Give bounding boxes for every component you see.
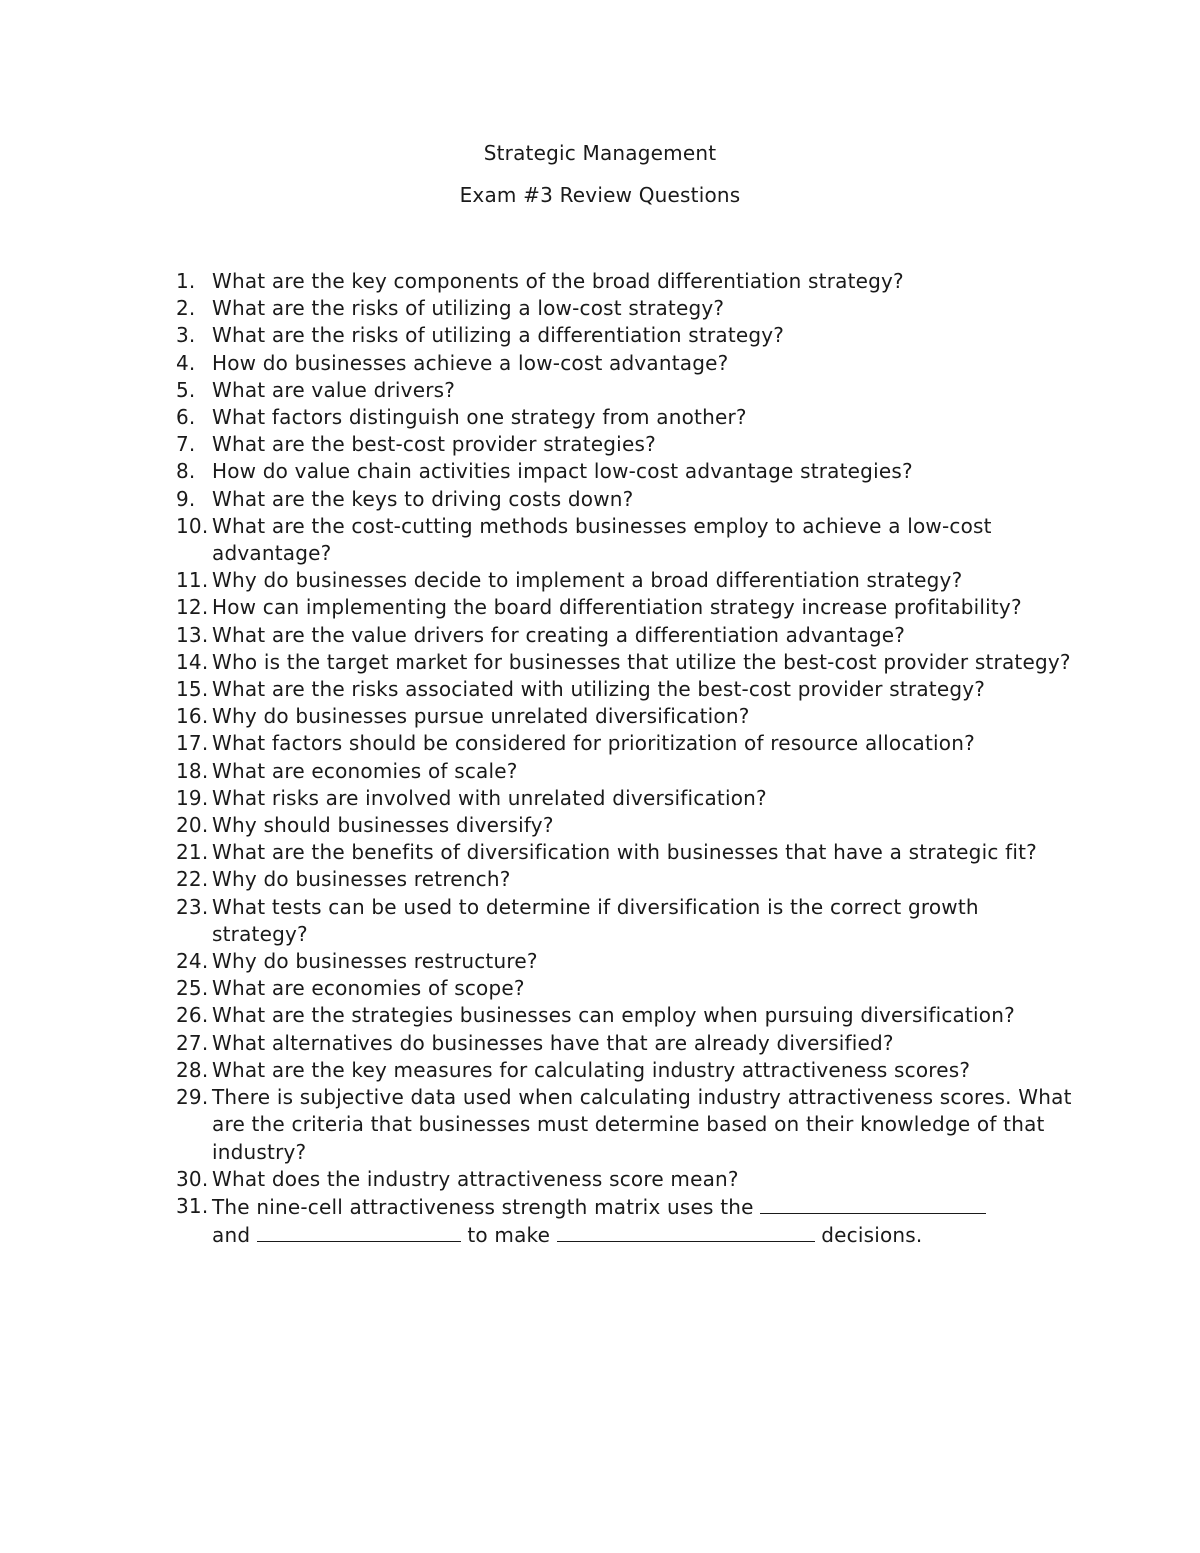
question-text: Who is the target market for businesses that utilize the best-cost provider strategy?: [212, 649, 1071, 674]
question-text: There is subjective data used when calculating industry attractiveness scores. What are the criteria that businesses must determine based on their knowledge of that industry?: [212, 1085, 1072, 1164]
question-number: 19.: [176, 785, 209, 810]
question-number: 3.: [176, 323, 196, 348]
question-item: [176, 1002, 1076, 1029]
question-number: 25.: [176, 976, 209, 1001]
question-number: 8.: [176, 459, 196, 484]
question-item: [176, 730, 1076, 757]
fill-in-blank-1: [760, 1193, 986, 1214]
question-text: What are the strategies businesses can employ when pursuing diversification?: [212, 1003, 1015, 1028]
question-item: [176, 948, 1076, 975]
question-text: How do value chain activities impact low-cost advantage strategies?: [212, 459, 913, 484]
question-item: [176, 295, 1076, 322]
question-text: What are the keys to driving costs down?: [212, 486, 634, 511]
question-item: [176, 404, 1076, 431]
question-text: What are the cost-cutting methods businesses employ to achieve a low-cost advantage?: [212, 513, 992, 566]
question-number: 29.: [176, 1085, 209, 1110]
question-text: What alternatives do businesses have that are already diversified?: [212, 1030, 894, 1055]
question-text: What are the risks of utilizing a low-cost strategy?: [212, 296, 725, 321]
question-number: 12.: [176, 595, 209, 620]
question-item: [176, 649, 1076, 676]
question-list: [176, 268, 1076, 1249]
question-number: 9.: [176, 486, 196, 511]
question-number: 26.: [176, 1003, 209, 1028]
question-text: How do businesses achieve a low-cost advantage?: [212, 350, 729, 375]
question-text: Why do businesses pursue unrelated diversification?: [212, 704, 750, 729]
question-text: What are the risks of utilizing a differentiation strategy?: [212, 323, 785, 348]
question-number: 18.: [176, 758, 209, 783]
question-text: What are the key components of the broad differentiation strategy?: [212, 269, 904, 293]
question-text: What are the key measures for calculating industry attractiveness scores?: [212, 1057, 971, 1082]
question-number: 22.: [176, 867, 209, 892]
document-title: Strategic Management: [483, 141, 717, 165]
question-item: [176, 1166, 1076, 1193]
question-number: 28.: [176, 1057, 209, 1082]
question-item: [176, 1030, 1076, 1057]
question-item: [176, 839, 1076, 866]
question-text: What factors should be considered for prioritization of resource allocation?: [212, 731, 975, 756]
question-item: [176, 622, 1076, 649]
question-number: 1.: [176, 269, 196, 293]
question-text: Why do businesses decide to implement a broad differentiation strategy?: [212, 568, 963, 593]
question-number: 24.: [176, 949, 209, 974]
question-text: Why do businesses retrench?: [212, 867, 511, 892]
question-number: 30.: [176, 1166, 209, 1191]
question-item: [176, 486, 1076, 513]
question-text: What tests can be used to determine if diversification is the correct growth strategy?: [212, 894, 979, 946]
question-number: 15.: [176, 677, 209, 702]
question-number: 21.: [176, 840, 209, 865]
fill-in-blank-2: [257, 1221, 461, 1242]
question-item: [176, 513, 1076, 567]
question-number: 23.: [176, 894, 209, 919]
question-text-part-2: and: [212, 1223, 251, 1248]
question-item: [176, 866, 1076, 893]
question-item: [176, 758, 1076, 785]
question-number: 31.: [176, 1193, 209, 1218]
question-item: [176, 322, 1076, 349]
question-text: What factors distinguish one strategy from another?: [212, 405, 747, 430]
question-item: [176, 268, 1076, 295]
question-item: [176, 458, 1076, 485]
question-text: What are economies of scope?: [212, 976, 525, 1001]
question-item: [176, 377, 1076, 404]
question-text-part-3: to make: [467, 1223, 551, 1248]
question-text: What are the risks associated with utilizing the best-cost provider strategy?: [212, 677, 986, 702]
question-number: 20.: [176, 813, 209, 838]
question-text-part-1: The nine-cell attractiveness strength matrix uses the: [212, 1194, 754, 1219]
question-text: What are the best-cost provider strategies?: [212, 432, 656, 457]
question-text: What are value drivers?: [212, 377, 456, 402]
question-item: [176, 567, 1076, 594]
question-number: 16.: [176, 704, 209, 729]
question-text: What are the benefits of diversification with businesses that have a strategic fit?: [212, 840, 1037, 865]
question-item: [176, 1057, 1076, 1084]
question-text: Why do businesses restructure?: [212, 949, 538, 974]
question-number: 11.: [176, 568, 209, 593]
question-item: [176, 812, 1076, 839]
question-item: [176, 785, 1076, 812]
question-item-fill-in: [176, 1193, 1076, 1249]
document-subtitle: Exam #3 Review Questions: [459, 183, 741, 207]
question-item: [176, 431, 1076, 458]
question-item: [176, 350, 1076, 377]
question-text: What does the industry attractiveness score mean?: [212, 1166, 739, 1191]
question-number: 7.: [176, 432, 196, 457]
question-item: [176, 703, 1076, 730]
question-number: 6.: [176, 405, 196, 430]
question-number: 2.: [176, 296, 196, 321]
fill-in-blank-3: [557, 1221, 815, 1242]
question-number: 27.: [176, 1030, 209, 1055]
question-text: Why should businesses diversify?: [212, 813, 554, 838]
question-text: What are the value drivers for creating a differentiation advantage?: [212, 622, 906, 647]
question-text: How can implementing the board differentiation strategy increase profitability?: [212, 595, 1022, 620]
question-text: What risks are involved with unrelated diversification?: [212, 785, 767, 810]
question-number: 10.: [176, 513, 209, 538]
question-item: [176, 1084, 1076, 1166]
question-item: [176, 894, 1076, 948]
question-number: 4.: [176, 350, 196, 375]
question-text: What are economies of scale?: [212, 758, 518, 783]
question-item: [176, 676, 1076, 703]
question-text-part-4: decisions.: [821, 1223, 923, 1248]
question-item: [176, 975, 1076, 1002]
question-number: 5.: [176, 377, 196, 402]
question-number: 14.: [176, 649, 209, 674]
question-number: 13.: [176, 622, 209, 647]
question-item: [176, 594, 1076, 621]
question-number: 17.: [176, 731, 209, 756]
